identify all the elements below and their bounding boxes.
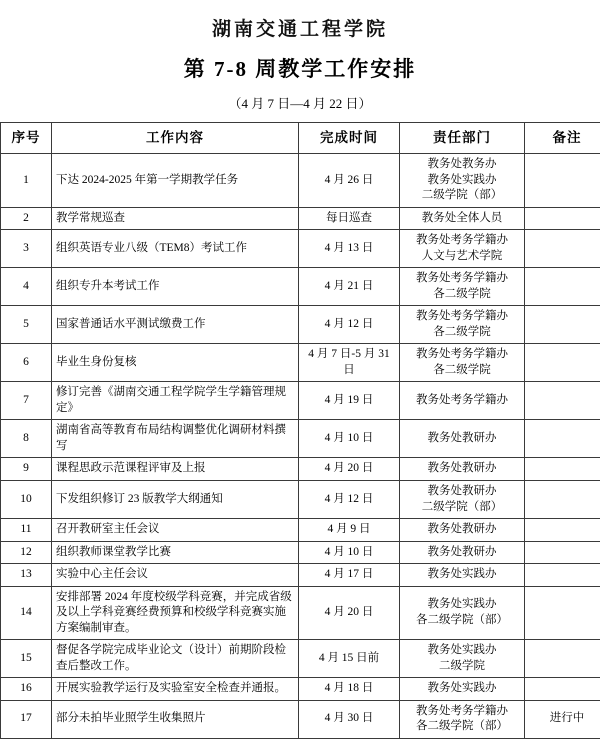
cell-no: 9 (1, 458, 52, 481)
dept-line: 教务处考务学籍办 (404, 347, 520, 363)
cell-note (525, 458, 600, 481)
table-row (1, 344, 600, 382)
cell-task: 安排部署 2024 年度校级学科竞赛，并完成省级及以上学科竞赛经费预算和校级学科竞赛实施方案编制审查。 (52, 586, 299, 640)
cell-task: 国家普通话水平测试缴费工作 (52, 306, 299, 344)
cell-time: 4 月 15 日前 (299, 640, 400, 678)
cell-task: 湖南省高等教育布局结构调整优化调研材料撰写 (52, 420, 299, 458)
cell-note (525, 678, 600, 701)
dept-line: 各二级学院 (404, 363, 520, 379)
dept-line: 教务处考务学籍办 (404, 704, 520, 720)
cell-dept (400, 640, 525, 678)
dept-line: 教务处考务学籍办 (404, 393, 520, 409)
cell-dept (400, 230, 525, 268)
cell-dept (400, 519, 525, 542)
cell-no: 8 (1, 420, 52, 458)
organization-title: 湖南交通工程学院 (0, 14, 600, 41)
table-row (1, 458, 600, 481)
dept-line: 二级学院 (404, 659, 520, 675)
dept-line: 二级学院（部） (404, 188, 520, 204)
cell-time: 4 月 7 日-5 月 31 日 (299, 344, 400, 382)
cell-no: 11 (1, 519, 52, 542)
cell-dept (400, 480, 525, 518)
table-row (1, 268, 600, 306)
column-header-note: 备注 (525, 123, 600, 154)
cell-task: 毕业生身份复核 (52, 344, 299, 382)
dept-line: 教务处实践办 (404, 643, 520, 659)
cell-no: 7 (1, 382, 52, 420)
table-row (1, 519, 600, 542)
cell-task: 组织教师课堂教学比赛 (52, 541, 299, 564)
cell-dept (400, 306, 525, 344)
cell-dept (400, 382, 525, 420)
table-row (1, 586, 600, 640)
cell-task: 下发组织修订 23 版教学大纲通知 (52, 480, 299, 518)
cell-dept (400, 268, 525, 306)
cell-note (525, 541, 600, 564)
column-header-time: 完成时间 (299, 123, 400, 154)
cell-no: 5 (1, 306, 52, 344)
cell-no: 10 (1, 480, 52, 518)
table-row (1, 382, 600, 420)
cell-note (525, 344, 600, 382)
table-row (1, 306, 600, 344)
cell-time: 4 月 19 日 (299, 382, 400, 420)
column-header-task: 工作内容 (52, 123, 299, 154)
cell-note (525, 640, 600, 678)
cell-no: 6 (1, 344, 52, 382)
cell-time: 4 月 10 日 (299, 420, 400, 458)
cell-no: 12 (1, 541, 52, 564)
dept-line: 教务处考务学籍办 (404, 233, 520, 249)
dept-line: 教务处教研办 (404, 545, 520, 561)
cell-note: 进行中 (525, 700, 600, 738)
dept-line: 教务处实践办 (404, 597, 520, 613)
cell-no: 15 (1, 640, 52, 678)
column-header-dept: 责任部门 (400, 123, 525, 154)
table-body (1, 154, 600, 738)
table-row (1, 541, 600, 564)
dept-line: 教务处教研办 (404, 461, 520, 477)
cell-no: 2 (1, 207, 52, 230)
table-row (1, 420, 600, 458)
cell-dept (400, 344, 525, 382)
table-row (1, 564, 600, 587)
cell-task: 修订完善《湖南交通工程学院学生学籍管理规定》 (52, 382, 299, 420)
cell-task: 部分未拍毕业照学生收集照片 (52, 700, 299, 738)
dept-line: 教务处考务学籍办 (404, 271, 520, 287)
cell-note (525, 154, 600, 208)
cell-time: 每日巡查 (299, 207, 400, 230)
cell-dept (400, 420, 525, 458)
cell-note (525, 230, 600, 268)
dept-line: 教务处教研办 (404, 522, 520, 538)
cell-time: 4 月 10 日 (299, 541, 400, 564)
cell-no: 14 (1, 586, 52, 640)
cell-time: 4 月 9 日 (299, 519, 400, 542)
cell-task: 实验中心主任会议 (52, 564, 299, 587)
cell-no: 3 (1, 230, 52, 268)
table-row (1, 207, 600, 230)
table-row (1, 640, 600, 678)
cell-note (525, 564, 600, 587)
cell-no: 17 (1, 700, 52, 738)
cell-task: 课程思政示范课程评审及上报 (52, 458, 299, 481)
cell-time: 4 月 12 日 (299, 306, 400, 344)
dept-line: 教务处考务学籍办 (404, 309, 520, 325)
cell-time: 4 月 30 日 (299, 700, 400, 738)
cell-task: 组织专升本考试工作 (52, 268, 299, 306)
cell-note (525, 480, 600, 518)
cell-time: 4 月 13 日 (299, 230, 400, 268)
dept-line: 各二级学院（部） (404, 613, 520, 629)
dept-line: 教务处教务办 (404, 157, 520, 173)
cell-no: 1 (1, 154, 52, 208)
dept-line: 各二级学院 (404, 287, 520, 303)
cell-note (525, 420, 600, 458)
cell-time: 4 月 12 日 (299, 480, 400, 518)
cell-note (525, 268, 600, 306)
cell-time: 4 月 20 日 (299, 458, 400, 481)
dept-line: 教务处全体人员 (404, 211, 520, 227)
table-row (1, 700, 600, 738)
table-row (1, 230, 600, 268)
dept-line: 教务处实践办 (404, 567, 520, 583)
dept-line: 教务处教研办 (404, 484, 520, 500)
cell-dept (400, 564, 525, 587)
cell-task: 督促各学院完成毕业论文（设计）前期阶段检查后整改工作。 (52, 640, 299, 678)
cell-task: 开展实验教学运行及实验室安全检查并通报。 (52, 678, 299, 701)
cell-task: 教学常规巡查 (52, 207, 299, 230)
dept-line: 人文与艺术学院 (404, 249, 520, 265)
cell-no: 16 (1, 678, 52, 701)
table-row (1, 678, 600, 701)
cell-time: 4 月 21 日 (299, 268, 400, 306)
cell-dept (400, 541, 525, 564)
cell-dept (400, 207, 525, 230)
dept-line: 教务处实践办 (404, 681, 520, 697)
cell-dept (400, 586, 525, 640)
cell-dept (400, 154, 525, 208)
dept-line: 教务处教研办 (404, 431, 520, 447)
cell-note (525, 586, 600, 640)
dept-line: 教务处实践办 (404, 173, 520, 189)
document-page (0, 14, 600, 750)
column-header-no: 序号 (1, 123, 52, 154)
cell-note (525, 519, 600, 542)
cell-task: 组织英语专业八级（TEM8）考试工作 (52, 230, 299, 268)
document-date-range: （4 月 7 日—4 月 22 日） (0, 93, 600, 112)
cell-note (525, 306, 600, 344)
schedule-table (0, 122, 600, 739)
cell-time: 4 月 26 日 (299, 154, 400, 208)
cell-dept (400, 700, 525, 738)
cell-note (525, 207, 600, 230)
cell-time: 4 月 17 日 (299, 564, 400, 587)
cell-task: 召开教研室主任会议 (52, 519, 299, 542)
cell-time: 4 月 18 日 (299, 678, 400, 701)
cell-time: 4 月 20 日 (299, 586, 400, 640)
dept-line: 各二级学院 (404, 325, 520, 341)
dept-line: 二级学院（部） (404, 500, 520, 516)
cell-note (525, 382, 600, 420)
cell-task: 下达 2024-2025 年第一学期教学任务 (52, 154, 299, 208)
table-row (1, 480, 600, 518)
cell-dept (400, 678, 525, 701)
document-title: 第 7-8 周教学工作安排 (0, 53, 600, 83)
cell-no: 4 (1, 268, 52, 306)
table-header-row (1, 123, 600, 154)
cell-dept (400, 458, 525, 481)
table-row (1, 154, 600, 208)
dept-line: 各二级学院（部） (404, 719, 520, 735)
cell-no: 13 (1, 564, 52, 587)
